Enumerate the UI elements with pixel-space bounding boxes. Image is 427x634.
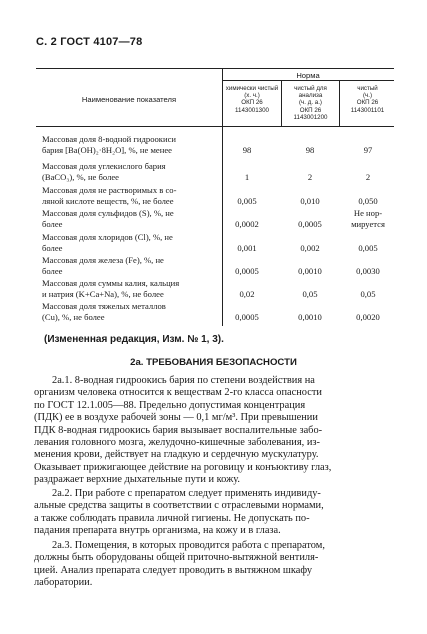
row-label: Массовая доля железа (Fe), %, не — [42, 255, 164, 265]
row-label: Массовая доля тяжелых металлов — [42, 301, 166, 311]
row-label: Массовая доля 8-водной гидроокиси — [42, 134, 176, 144]
cell-value: 0,010 — [300, 196, 320, 206]
paragraph — [34, 488, 394, 538]
paragraph — [34, 375, 394, 487]
row-label: и натрия (K+Ca+Na), %, не более — [42, 289, 164, 299]
row-label: Массовая доля хлоридов (Cl), %, не — [42, 232, 173, 242]
cell-value: 0,0002 — [235, 219, 259, 229]
cell-value: 98 — [242, 145, 252, 155]
text-line: а также соблюдать правила личной гигиены. Не допускать по- — [34, 512, 310, 524]
row-label: более — [42, 266, 63, 276]
cell-value: 0,0020 — [356, 312, 380, 322]
cell-value: 2 — [307, 172, 313, 182]
cell-value: 0,05 — [360, 289, 376, 299]
grade-okp: ОКП 26 1143001101 — [350, 99, 385, 114]
cell-value: Не нор- — [353, 208, 383, 218]
text-line: падания препарата внутрь организма, на кожу и в глаза. — [34, 525, 281, 537]
grade-abbr: (х. ч.) — [244, 92, 260, 100]
cell-value: 0,0010 — [298, 312, 322, 322]
grade-header — [283, 85, 338, 121]
text-line: ПДК 8-водная гидроокись бария вызывает воспалительные забо- — [34, 424, 323, 436]
cell-value: 0,0005 — [235, 266, 259, 276]
cell-value: 0,005 — [358, 243, 378, 253]
section-title: 2а. ТРЕБОВАНИЯ БЕЗОПАСНОСТИ — [130, 357, 297, 368]
column-header-name: Наименование показателя — [81, 95, 177, 104]
cell-value: мируется — [351, 219, 385, 229]
grade-name: химически чистый — [225, 85, 279, 92]
row-label: более — [42, 243, 63, 253]
cell-value: 98 — [305, 145, 315, 155]
grade-name: чистый для анализа — [294, 85, 327, 100]
row-label: Массовая доля не растворимых в со- — [42, 185, 177, 195]
row-label: более — [42, 219, 63, 229]
cell-value: 0,050 — [358, 196, 378, 206]
text-line: (ПДК) ее в воздухе рабочей зоны — 0,1 мг/м³. При превышении — [34, 412, 318, 424]
grade-abbr: (ч.) — [362, 92, 373, 100]
grade-header — [341, 85, 394, 114]
cell-value: 0,05 — [302, 289, 318, 299]
text-line: менения крови, действует на гладкую и сердечную мускулатуру. — [34, 449, 319, 461]
row-label: (Cu), %, не более — [42, 312, 105, 322]
row-label: ляной кислоте веществ, %, не более — [42, 196, 174, 206]
row-label: Массовая доля суммы калия, кальция — [42, 278, 180, 288]
header-bottom-rule — [36, 126, 394, 127]
text-line: по ГОСТ 12.1.005—88. Предельно допустимая концентрация — [34, 399, 306, 411]
table-col-divider — [281, 80, 282, 126]
row-label: (BaCO₃), %, не более — [42, 172, 119, 182]
grade-okp: ОКП 26 1143001300 — [235, 99, 269, 114]
row-label: бария [Ba(OH)₂·8H₂O], %, не менее — [42, 145, 172, 155]
grade-abbr: (ч. д. а.) — [299, 99, 322, 107]
text-line: организм человека относится к веществам 2-го класса опасности — [34, 387, 322, 399]
text-line: левания головного мозга, желудочно-кишечные заболевания, из- — [34, 437, 320, 449]
grade-okp: ОКП 26 1143001200 — [293, 106, 328, 121]
cell-value: 1 — [244, 172, 250, 182]
text-line: альные средства защиты в соответствии с отраслевыми нормами, — [34, 500, 324, 512]
norma-rule — [222, 80, 394, 81]
text-line: Оказывает прижигающее действие на роговицу и конъюктиву глаз, — [34, 461, 332, 473]
cell-value: 0,0010 — [298, 266, 322, 276]
cell-value: 0,0030 — [356, 266, 380, 276]
cell-value: 0,0005 — [235, 312, 259, 322]
row-label: Массовая доля сульфидов (S), %, не — [42, 208, 174, 218]
norms-table — [36, 68, 394, 328]
cell-value: 0,02 — [239, 289, 255, 299]
text-line: лаборатории. — [34, 577, 93, 589]
grade-header — [224, 85, 280, 114]
cell-value: 0,001 — [237, 243, 257, 253]
table-top-rule — [36, 68, 394, 69]
cell-value: 0,0005 — [298, 219, 322, 229]
cell-value: 0,005 — [237, 196, 257, 206]
running-head: С. 2 ГОСТ 4107—78 — [36, 36, 143, 48]
row-label: Массовая доля углекислого бария — [42, 161, 166, 171]
cell-value: 97 — [363, 145, 373, 155]
paragraph — [34, 540, 394, 590]
text-line: 2а.3. Помещения, в которых проводится работа с препаратом, — [52, 540, 325, 551]
text-line: 2а.2. При работе с препаратом следует применять индивиду- — [52, 488, 321, 499]
grade-name: чистый — [357, 85, 378, 92]
cell-value: 0,002 — [300, 243, 320, 253]
table-col-divider — [339, 80, 340, 126]
revision-note: (Измененная редакция, Изм. № 1, 3). — [44, 334, 224, 345]
text-line: цией. Анализ препарата следует проводить в вытяжном шкафу — [34, 564, 313, 576]
column-header-norma: Норма — [296, 71, 320, 80]
text-line: 2а.1. 8-водная гидроокись бария по степени воздействия на — [52, 375, 315, 386]
text-line: раздражает верхние дыхательные пути и кожу. — [34, 474, 241, 486]
cell-value: 2 — [365, 172, 371, 182]
table-col-divider — [222, 68, 223, 326]
text-line: должны быть оборудованы общей приточно-вытяжной вентиля- — [34, 552, 319, 564]
